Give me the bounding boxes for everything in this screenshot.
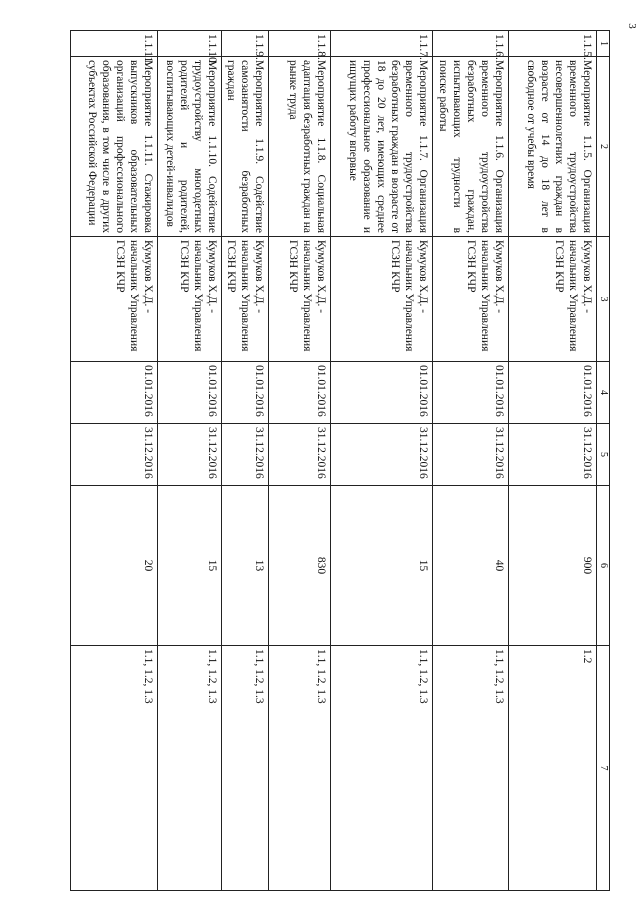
indicator-refs: 1.1, 1.2, 1.3	[222, 646, 269, 891]
measure-description: Мероприятие 1.1.6. Организация временного трудоустройства безработных граждан, испытывающих трудности в поиске работы	[433, 57, 509, 237]
end-date: 31.12.2016	[269, 424, 331, 486]
header-col-3: 3	[597, 237, 610, 362]
start-date: 01.01.2016	[509, 362, 597, 424]
measure-description: Мероприятие 1.1.10. Содействие трудоустройству многодетных родителей и родителей, воспитывающих детей-инвалидов	[158, 57, 222, 237]
header-col-7: 7	[597, 646, 610, 891]
indicator-refs: 1.1, 1.2, 1.3	[331, 646, 433, 891]
responsible-person: Кумуков Х.Д. - начальник Управления ГСЗН КЧР	[222, 237, 269, 362]
count-value: 13	[222, 486, 269, 646]
measure-description: Мероприятие 1.1.8. Социальная адаптация безработных граждан на рынке труда	[269, 57, 331, 237]
table-row	[331, 31, 433, 891]
rotated-table-container	[70, 30, 610, 890]
start-date: 01.01.2016	[269, 362, 331, 424]
responsible-person: Кумуков Х.Д. - начальник Управления ГСЗН КЧР	[509, 237, 597, 362]
start-date: 01.01.2016	[71, 362, 158, 424]
indicator-refs: 1.2	[509, 646, 597, 891]
document-page	[70, 30, 610, 890]
end-date: 31.12.2016	[158, 424, 222, 486]
header-col-1: 1	[597, 31, 610, 57]
measures-table	[70, 30, 610, 891]
table-row	[71, 31, 158, 891]
table-row	[433, 31, 509, 891]
count-value: 830	[269, 486, 331, 646]
count-value: 40	[433, 486, 509, 646]
end-date: 31.12.2016	[433, 424, 509, 486]
table-row	[509, 31, 597, 891]
table-row	[269, 31, 331, 891]
responsible-person: Кумуков Х.Д. - начальник Управления ГСЗН КЧР	[331, 237, 433, 362]
row-number: 1.1.5.	[509, 31, 597, 57]
row-number: 1.1.7.	[331, 31, 433, 57]
start-date: 01.01.2016	[433, 362, 509, 424]
end-date: 31.12.2016	[509, 424, 597, 486]
header-row	[597, 31, 610, 891]
header-col-2: 2	[597, 57, 610, 237]
header-col-5: 5	[597, 424, 610, 486]
measure-description: Мероприятие 1.1.11. Стажировка выпускников образовательных организаций профессионального образования, в том числе в других субъектах Российской Федерации	[71, 57, 158, 237]
row-number: 1.1.8.	[269, 31, 331, 57]
start-date: 01.01.2016	[158, 362, 222, 424]
header-col-6: 6	[597, 486, 610, 646]
start-date: 01.01.2016	[222, 362, 269, 424]
indicator-refs: 1.1, 1.2, 1.3	[269, 646, 331, 891]
row-number: 1.1.11.	[71, 31, 158, 57]
table-row	[222, 31, 269, 891]
measure-description: Мероприятие 1.1.9. Содействие самозанятости безработных граждан	[222, 57, 269, 237]
responsible-person: Кумуков Х.Д. - начальник Управления ГСЗН КЧР	[158, 237, 222, 362]
indicator-refs: 1.1, 1.2, 1.3	[433, 646, 509, 891]
count-value: 900	[509, 486, 597, 646]
count-value: 15	[331, 486, 433, 646]
row-number: 1.1.9.	[222, 31, 269, 57]
count-value: 20	[71, 486, 158, 646]
responsible-person: Кумуков Х.Д. - начальник Управления ГСЗН КЧР	[433, 237, 509, 362]
end-date: 31.12.2016	[222, 424, 269, 486]
row-number: 1.1.10.	[158, 31, 222, 57]
measure-description: Мероприятие 1.1.7. Организация временного трудоустройства безработных граждан в возрасте от 18 до 20 лет, имеющих среднее профессиональное образование и ищущих работу впервые	[331, 57, 433, 237]
table-row	[158, 31, 222, 891]
row-number: 1.1.6.	[433, 31, 509, 57]
measure-description: Мероприятие 1.1.5. Организация временного трудоустройства несовершеннолетних граждан в возрасте от 14 до 18 лет в свободное от учебы время	[509, 57, 597, 237]
count-value: 15	[158, 486, 222, 646]
header-col-4: 4	[597, 362, 610, 424]
indicator-refs: 1.1, 1.2, 1.3	[158, 646, 222, 891]
indicator-refs: 1.1, 1.2, 1.3	[71, 646, 158, 891]
responsible-person: Кумуков Х.Д. - начальник Управления ГСЗН КЧР	[269, 237, 331, 362]
end-date: 31.12.2016	[71, 424, 158, 486]
responsible-person: Кумуков Х.Д. - начальник Управления ГСЗН КЧР	[71, 237, 158, 362]
start-date: 01.01.2016	[331, 362, 433, 424]
page-number: 3	[625, 23, 638, 29]
end-date: 31.12.2016	[331, 424, 433, 486]
